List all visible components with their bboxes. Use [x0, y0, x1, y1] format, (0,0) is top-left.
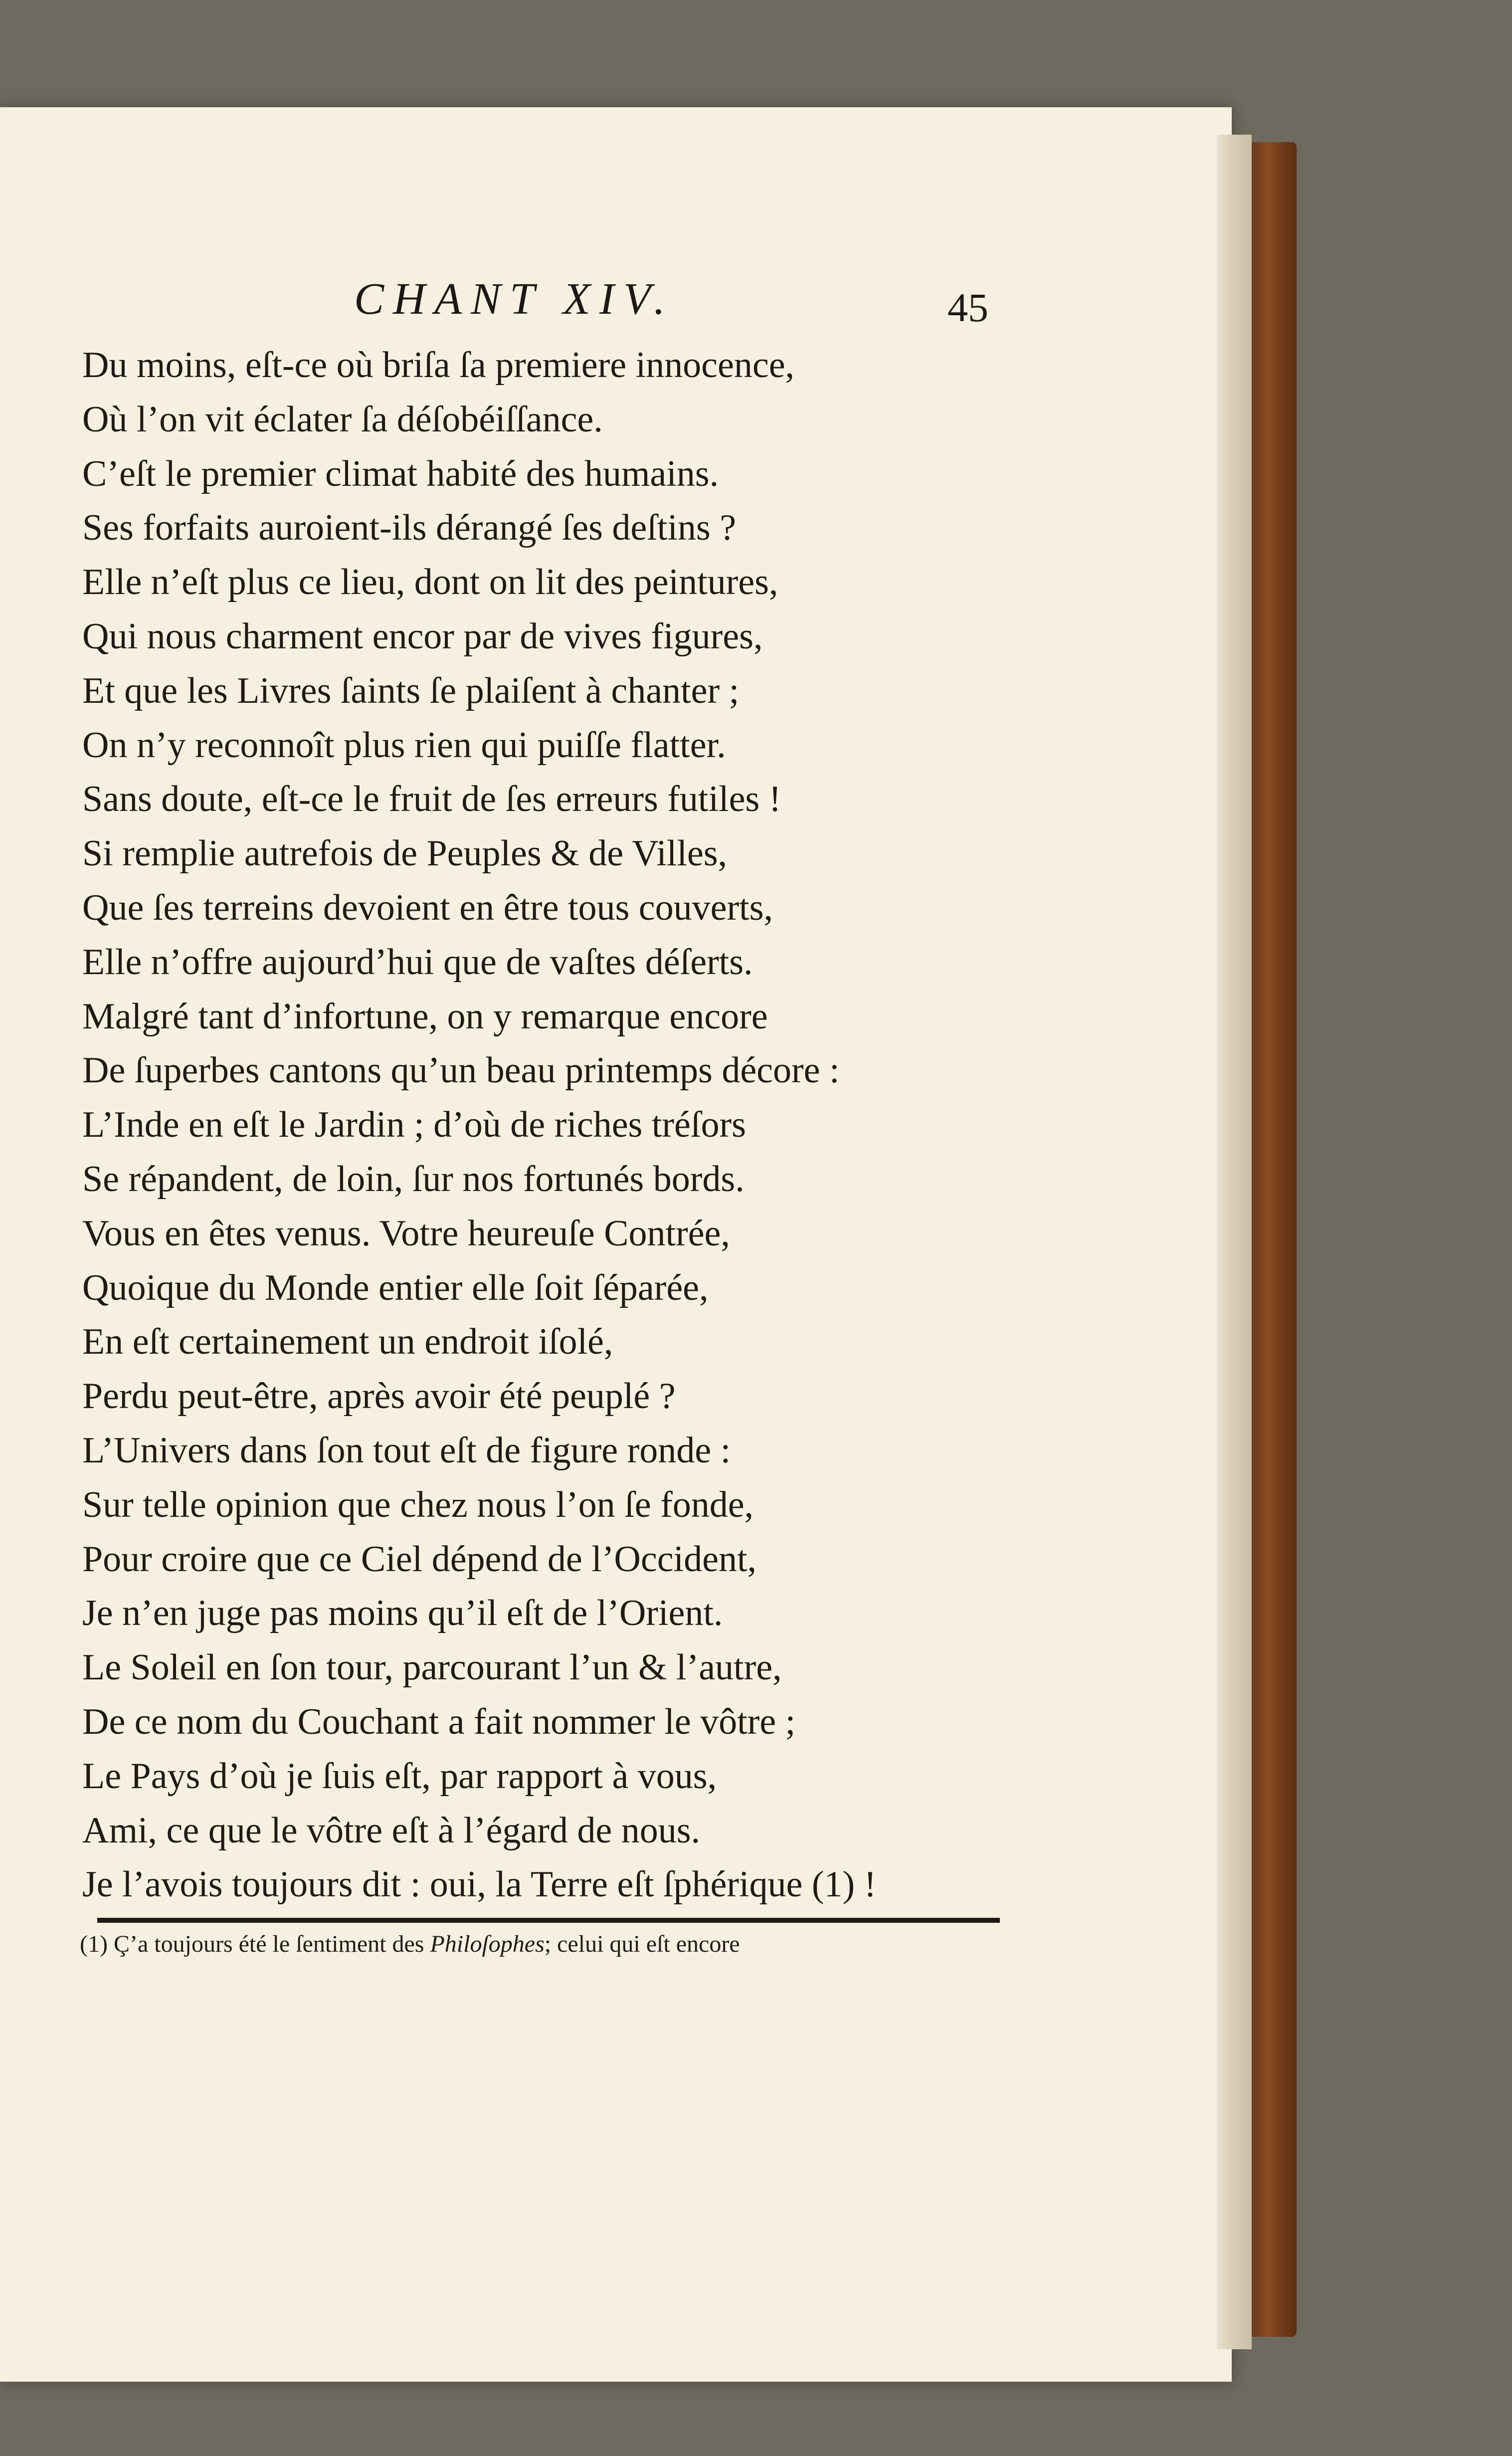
- verse-line: En eſt certainement un endroit iſolé,: [82, 1321, 613, 1363]
- verse-line: De ſuperbes cantons qu’un beau printemps décore :: [82, 1050, 840, 1091]
- verse-line: L’Inde en eſt le Jardin ; d’où de riches tréſors: [82, 1104, 746, 1146]
- footnote-marker: (1): [80, 1931, 108, 1957]
- verse-line: L’Univers dans ſon tout eſt de figure ronde :: [82, 1430, 731, 1471]
- verse-line: Quoique du Monde entier elle ſoit ſéparée,: [82, 1267, 709, 1308]
- footnote-italic: Philoſophes: [430, 1931, 545, 1957]
- footnote: [80, 1930, 1012, 1958]
- verse-line: Je n’en juge pas moins qu’il eſt de l’Orient.: [82, 1593, 723, 1634]
- verse-line: Se répandent, de loin, ſur nos fortunés bords.: [82, 1158, 745, 1200]
- footnote-rule: [97, 1918, 1000, 1923]
- verse-line: Sans doute, eſt-ce le fruit de ſes erreurs futiles !: [82, 779, 781, 820]
- verse-line: Et que les Livres ſaints ſe plaiſent à chanter ;: [82, 670, 740, 711]
- page-number: 45: [947, 285, 988, 330]
- verse-line: Ami, ce que le vôtre eſt à l’égard de nous.: [82, 1810, 701, 1851]
- verse-line: Je l’avois toujours dit : oui, la Terre eſt ſphérique (1) !: [82, 1864, 877, 1905]
- verse-line: C’eſt le premier climat habité des humains.: [82, 453, 719, 494]
- verse-line: Où l’on vit éclater ſa déſobéiſſance.: [82, 399, 603, 440]
- verse-line: On n’y reconnoît plus rien qui puiſſe flatter.: [82, 724, 726, 766]
- verse-line: Si remplie autrefois de Peuples & de Villes,: [82, 833, 728, 874]
- verse-line: Qui nous charment encor par de vives figures,: [82, 615, 763, 657]
- verse-line: Le Pays d’où je ſuis eſt, par rapport à vous,: [82, 1755, 717, 1797]
- page-edges: [1217, 135, 1252, 2349]
- book-binding: [1252, 142, 1297, 2337]
- verse-line: Malgré tant d’infortune, on y remarque encore: [82, 996, 768, 1037]
- verse-line: De ce nom du Couchant a fait nommer le vôtre ;: [82, 1701, 796, 1742]
- verse-line: Que ſes terreins devoient en être tous couverts,: [82, 887, 773, 928]
- verse-line: Elle n’eſt plus ce lieu, dont on lit des peintures,: [82, 562, 778, 603]
- running-title: CHANT XIV.: [354, 274, 674, 324]
- verse-line: Pour croire que ce Ciel dépend de l’Occident,: [82, 1538, 757, 1580]
- verse-line: Vous en êtes venus. Votre heureuſe Contrée,: [82, 1213, 730, 1254]
- verse-line: Elle n’offre aujourd’hui que de vaſtes déſerts.: [82, 941, 753, 983]
- verse-line: Le Soleil en ſon tour, parcourant l’un & l’autre,: [82, 1647, 782, 1688]
- verse-line: Perdu peut-être, après avoir été peuplé ?: [82, 1376, 676, 1417]
- verse-text: [82, 338, 1015, 1912]
- verse-line: Sur telle opinion que chez nous l’on ſe fonde,: [82, 1484, 754, 1525]
- footnote-text: Ç’a toujours été le ſentiment des: [113, 1931, 424, 1957]
- footnote-text-end: ; celui qui eſt encore: [544, 1931, 740, 1957]
- verse-line: Ses forfaits auroient-ils dérangé ſes deſtins ?: [82, 507, 737, 549]
- verse-line: Du moins, eſt-ce où briſa ſa premiere innocence,: [82, 345, 795, 386]
